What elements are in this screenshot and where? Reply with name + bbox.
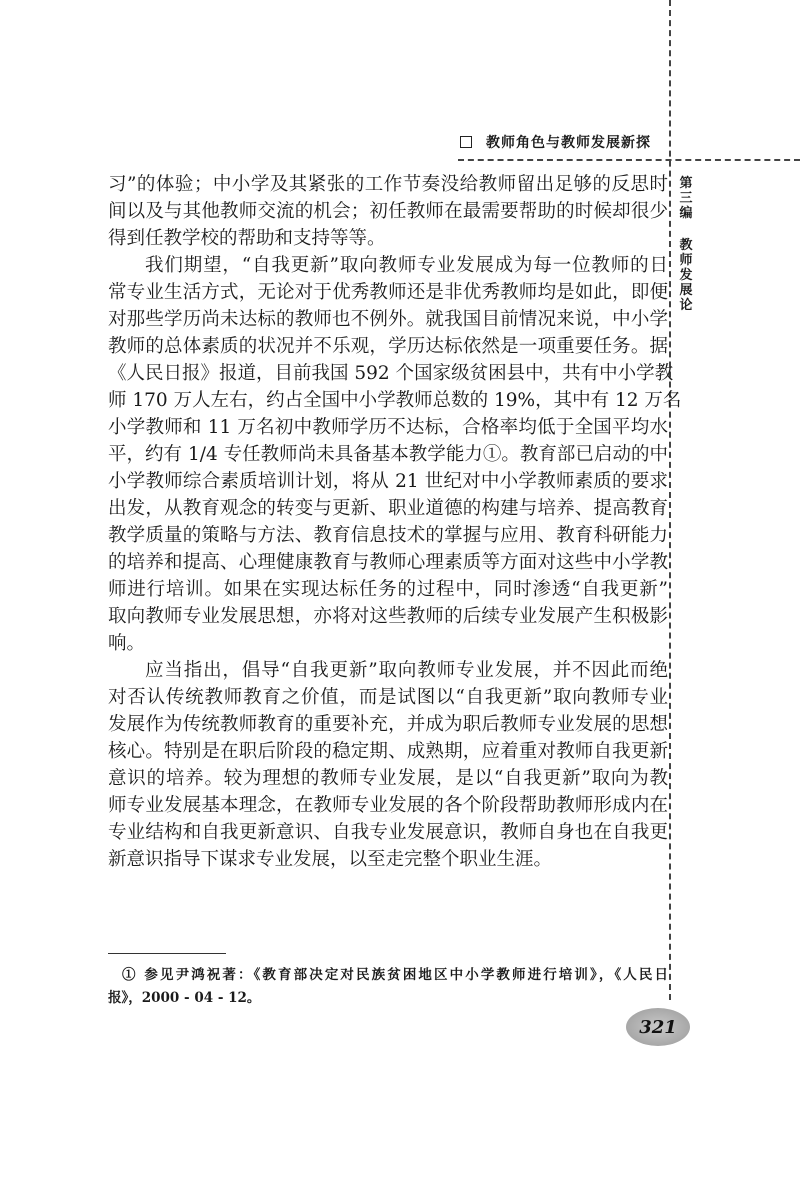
paragraph-line: 教学质量的策略与方法、教育信息技术的掌握与应用、教育科研能力 bbox=[108, 525, 668, 546]
paragraph-line: 《人民日报》报道，目前我国 592 个国家级贫困县中，共有中小学教 bbox=[108, 363, 674, 384]
paragraph-line: 新意识指导下谋求专业发展，以至走完整个职业生涯。 bbox=[108, 849, 553, 870]
paragraph-line: 师 170 万人左右，约占全国中小学教师总数的 19%，其中有 12 万名 bbox=[108, 390, 682, 411]
page-number: 321 bbox=[639, 1016, 677, 1038]
paragraph-line: 出发，从教育观念的转变与更新、职业道德的构建与培养、提高教育 bbox=[108, 498, 668, 519]
paragraph-line: 发展作为传统教师教育的重要补充，并成为职后教师专业发展的思想 bbox=[108, 714, 668, 735]
square-bullet-icon bbox=[460, 136, 472, 148]
paragraph-line: 得到任教学校的帮助和支持等等。 bbox=[108, 228, 386, 249]
side-label-part: 第三编 bbox=[679, 176, 693, 221]
paragraph-line: 意识的培养。较为理想的教师专业发展，是以“自我更新”取向为教 bbox=[108, 768, 668, 789]
paragraph-line: 师进行培训。如果在实现达标任务的过程中，同时渗透“自我更新” bbox=[108, 579, 668, 600]
paragraph-line: 专业结构和自我更新意识、自我专业发展意识，教师自身也在自我更 bbox=[108, 822, 668, 843]
paragraph-line: 的培养和提高、心理健康教育与教师心理素质等方面对这些中小学教 bbox=[108, 552, 668, 573]
paragraph-line: 对那些学历尚未达标的教师也不例外。就我国目前情况来说，中小学 bbox=[108, 309, 668, 330]
footnote-line-1: ① 参见尹鸿祝著：《教育部决定对民族贫困地区中小学教师进行培训》，《人民日 bbox=[122, 967, 668, 983]
footnote-line-2: 报》，2000 - 04 - 12。 bbox=[108, 990, 261, 1006]
margin-dashed-vertical-rule bbox=[669, 0, 671, 1000]
header-dashed-rule bbox=[458, 159, 800, 161]
paragraph-line: 应当指出，倡导“自我更新”取向教师专业发展，并不因此而绝 bbox=[145, 660, 668, 681]
body-text bbox=[108, 171, 682, 873]
running-header-title: 教师角色与教师发展新探 bbox=[486, 135, 651, 151]
running-header bbox=[460, 132, 651, 152]
side-label-section: 教师发展论 bbox=[679, 238, 693, 313]
paragraph-line: 取向教师专业发展思想，亦将对这些教师的后续专业发展产生积极影 bbox=[108, 606, 668, 627]
paragraph-line: 我们期望，“自我更新”取向教师专业发展成为每一位教师的日 bbox=[145, 255, 668, 276]
paragraph-line: 常专业生活方式，无论对于优秀教师还是非优秀教师均是如此，即便 bbox=[108, 282, 668, 303]
paragraph-line: 师专业发展基本理念，在教师专业发展的各个阶段帮助教师形成内在 bbox=[108, 795, 668, 816]
paragraph-line: 核心。特别是在职后阶段的稳定期、成熟期，应着重对教师自我更新 bbox=[108, 741, 668, 762]
paragraph-line: 响。 bbox=[108, 633, 146, 654]
page-number-badge bbox=[626, 1008, 690, 1046]
paragraph-line: 间以及与其他教师交流的机会；初任教师在最需要帮助的时候却很少 bbox=[108, 201, 668, 222]
paragraph-line: 小学教师综合素质培训计划，将从 21 世纪对中小学教师素质的要求 bbox=[108, 471, 668, 492]
paragraph-line: 教师的总体素质的状况并不乐观，学历达标依然是一项重要任务。据 bbox=[108, 336, 668, 357]
paragraph-line: 平，约有 1/4 专任教师尚未具备基本教学能力①。教育部已启动的中 bbox=[108, 444, 668, 465]
paragraph-line: 对否认传统教师教育之价值，而是试图以“自我更新”取向教师专业 bbox=[108, 687, 668, 708]
footnote-rule bbox=[108, 953, 226, 954]
paragraph-line: 习”的体验；中小学及其紧张的工作节奏没给教师留出足够的反思时 bbox=[108, 174, 668, 195]
paragraph-line: 小学教师和 11 万名初中教师学历不达标，合格率均低于全国平均水 bbox=[108, 417, 668, 438]
